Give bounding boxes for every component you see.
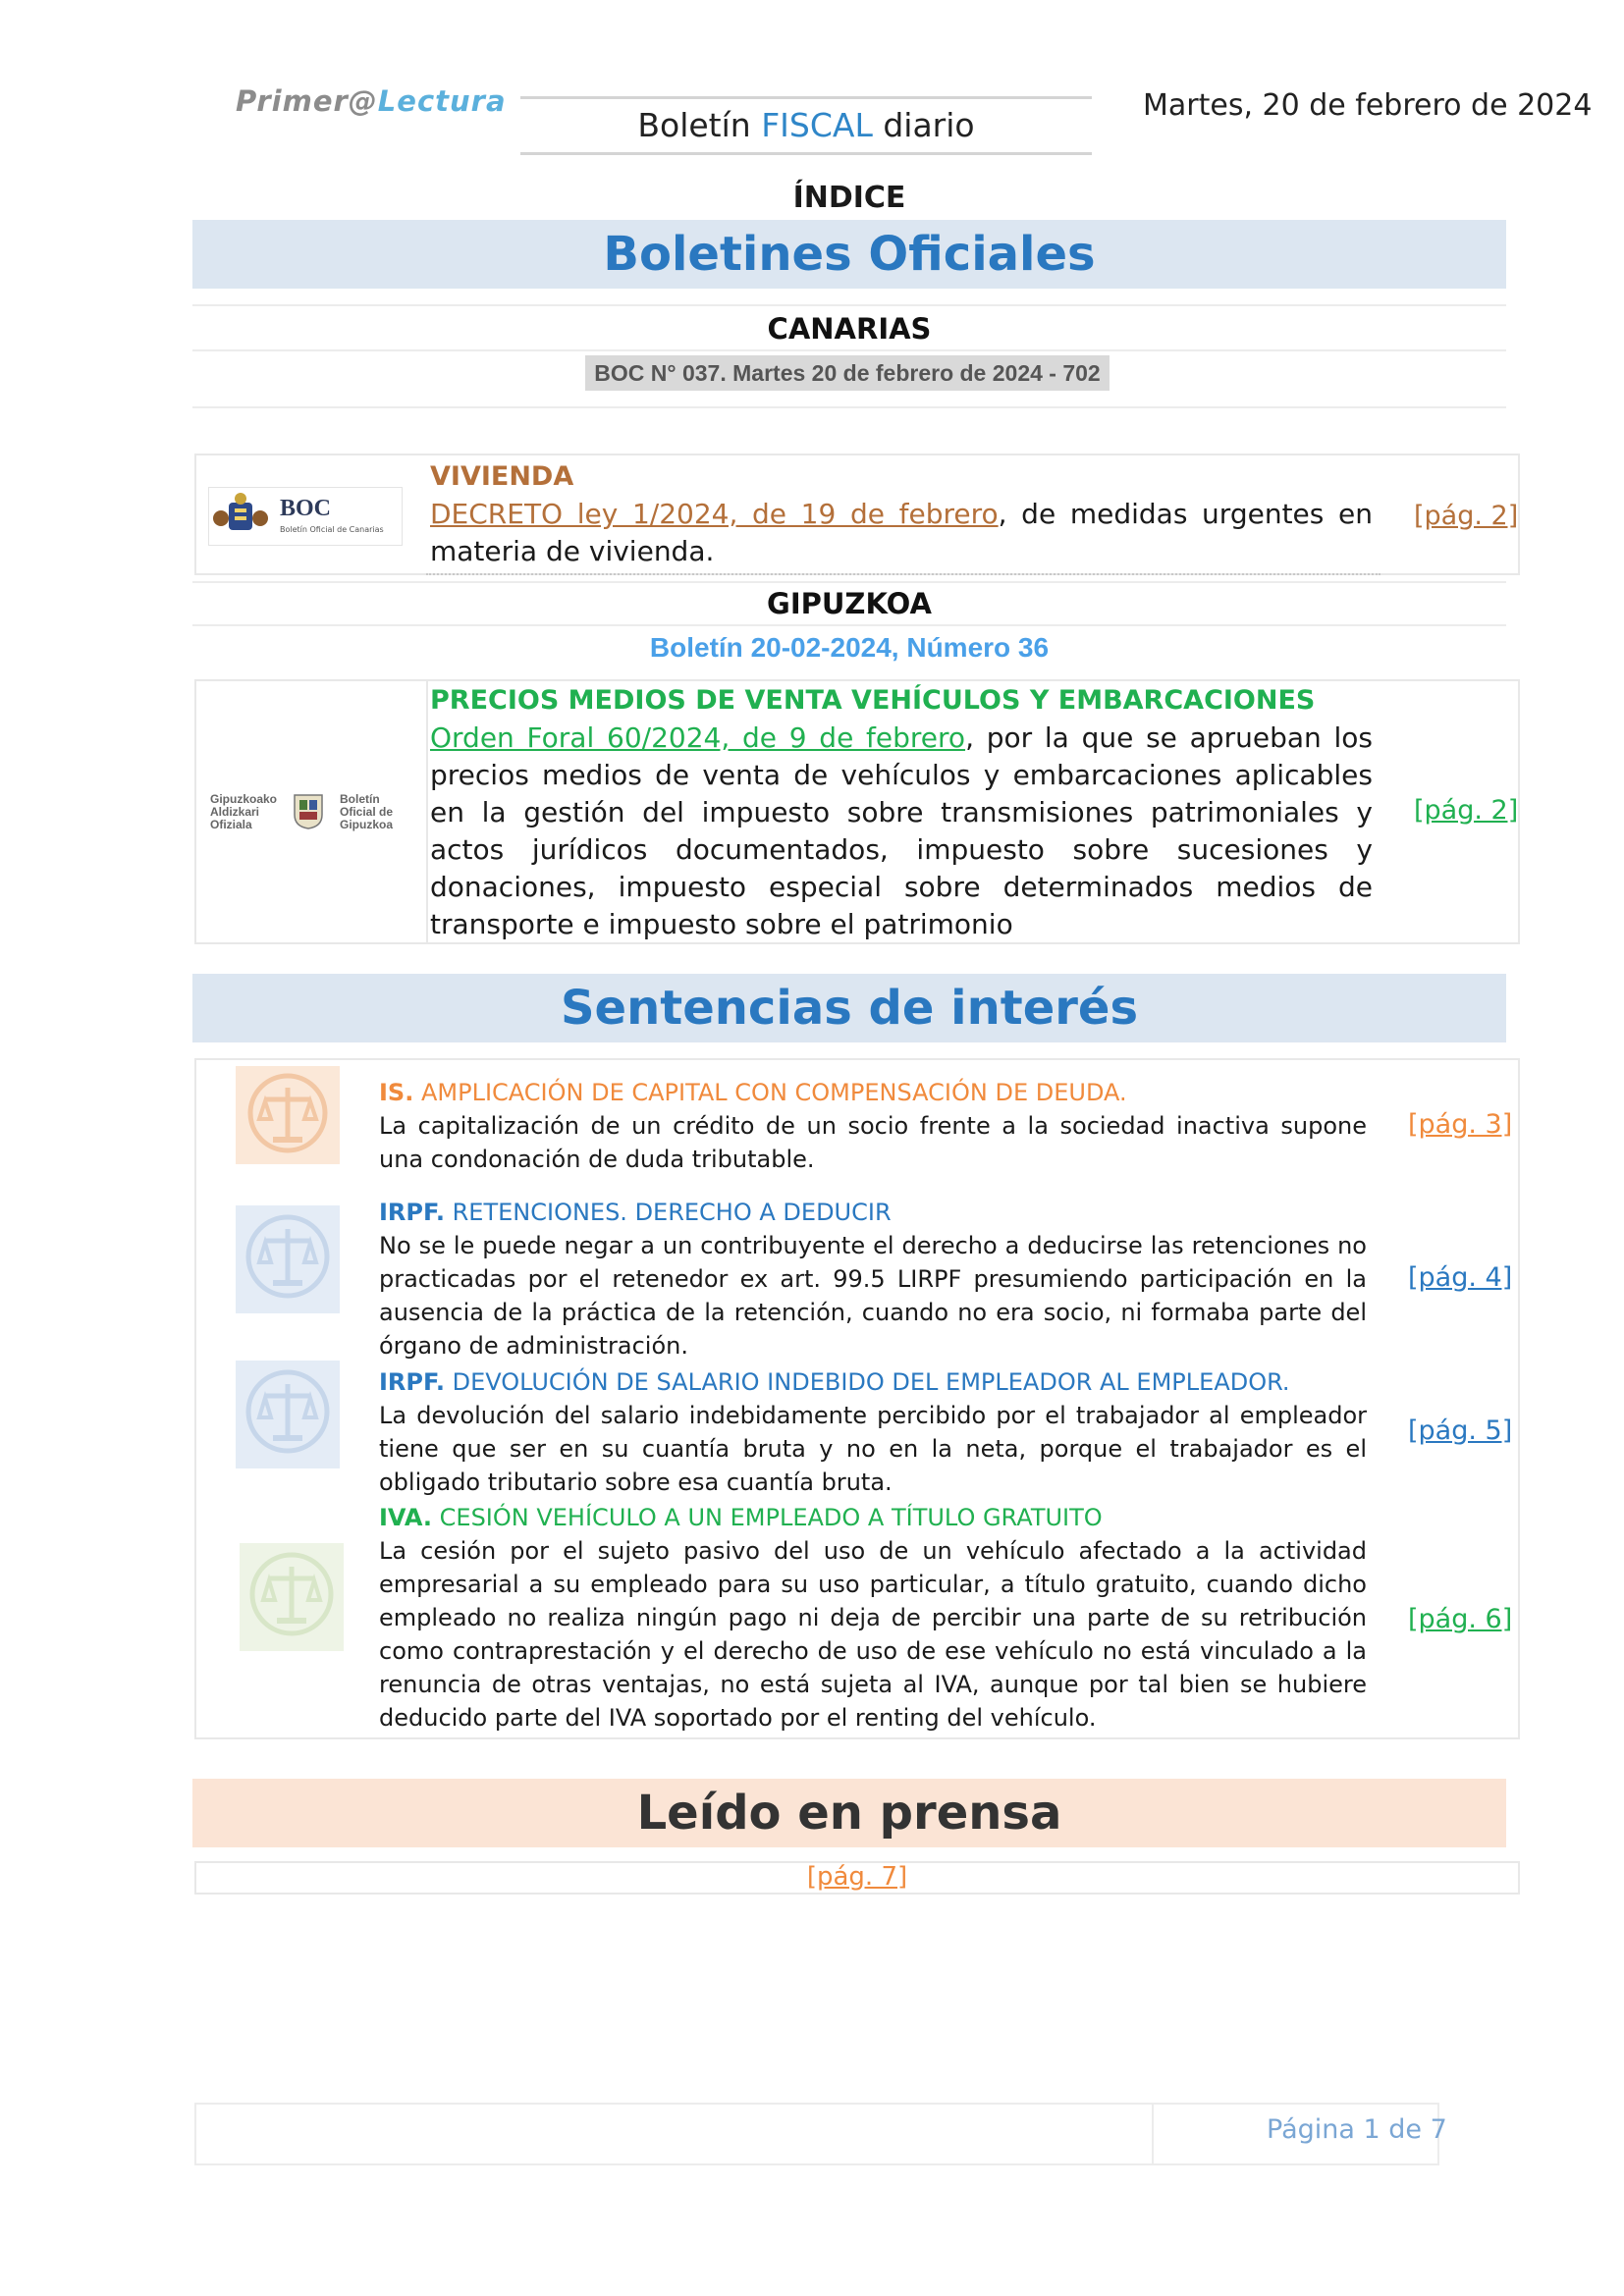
header-date: Martes, 20 de febrero de 2024 (1143, 88, 1593, 123)
sentencia-2-heading: RETENCIONES. DERECHO A DEDUCIR (444, 1199, 892, 1226)
section-banner-sentencias: Sentencias de interés (192, 974, 1506, 1042)
footer-page-number: Página 1 de 7 (1267, 2114, 1447, 2145)
brand-part1: Primer@ (236, 84, 378, 118)
region-canarias: CANARIAS (767, 312, 932, 346)
bulletin-fiscal: FISCAL (761, 106, 873, 144)
page-link-prensa[interactable]: [pág. 7] (806, 1862, 908, 1892)
entry-precios-text (430, 720, 1373, 943)
brand-logo (236, 84, 507, 118)
gipuzkoa-logo-cell (194, 679, 428, 944)
divider (192, 581, 1506, 583)
footer-box (194, 2103, 1439, 2165)
divider (192, 349, 1506, 351)
sentencia-1-heading: AMPLICACIÓN DE CAPITAL CON COMPENSACIÓN DE DEUDA. (413, 1079, 1127, 1106)
bulletin-title (520, 96, 1092, 155)
entry-vivienda-text (430, 496, 1373, 570)
page-link-sentencia-4[interactable]: [pág. 6] (1408, 1604, 1513, 1634)
divider (192, 406, 1506, 408)
sentencia-1-tax: IS. (379, 1079, 414, 1106)
orden-foral-link[interactable]: Orden Foral 60/2024, de 9 de febrero (430, 721, 966, 754)
scales-of-justice-icon (236, 1205, 340, 1313)
sentencia-1-title (379, 1079, 1127, 1106)
prensa-link-cell (194, 1862, 1520, 1892)
decreto-link[interactable]: DECRETO ley 1/2024, de 19 de febrero (430, 498, 999, 530)
section-banner-prensa: Leído en prensa (192, 1779, 1506, 1847)
section-banner-boletines: Boletines Oficiales (192, 220, 1506, 289)
divider (192, 304, 1506, 306)
page-link-sentencia-3[interactable]: [pág. 5] (1408, 1415, 1513, 1446)
sentencia-3-heading: DEVOLUCIÓN DE SALARIO INDEBIDO DEL EMPLEADOR AL EMPLEADOR. (444, 1368, 1290, 1396)
sentencia-2-tax: IRPF. (379, 1199, 445, 1226)
index-title: ÍNDICE (792, 181, 906, 215)
sentencia-4-text: La cesión por el sujeto pasivo del uso de un vehículo afectado a la actividad empresarial a su empleado para su uso particular, a título gratuito, cuando dicho empleado no realiza ningún pago ni deja de percibir una parte de su retribución como contraprestación y el derecho de uso de ese vehículo no está vinculado a la renuncia de otras ventajas, no está sujeta al IVA, aunque por tal bien se hubiere deducido parte del IVA soportado por el renting del vehículo. (379, 1537, 1367, 1732)
page-link-sentencia-1[interactable]: [pág. 3] (1408, 1109, 1513, 1140)
sentencia-3-text: La devolución del salario indebidamente percibido por el trabajador al empleador tiene que ser en su cuantía bruta y no en la neta, porque el trabajador es el obligado tributario sobre esa cuantía bruta. (379, 1402, 1367, 1496)
boc-logo-text: BOC (280, 496, 332, 521)
footer-divider (1152, 2103, 1154, 2165)
sentencia-4-heading: CESIÓN VEHÍCULO A UN EMPLEADO A TÍTULO GRATUITO (432, 1504, 1103, 1531)
divider (192, 624, 1506, 626)
sentencia-3-tax: IRPF. (379, 1368, 445, 1396)
sentencia-3-title (379, 1368, 1290, 1396)
sentencia-4-title (379, 1504, 1103, 1531)
gipuzkoa-logo-left: Gipuzkoako Aldizkari Ofiziala (210, 792, 278, 831)
bulletin-post: diario (872, 106, 975, 144)
entry-category-vivienda: VIVIENDA (430, 461, 574, 492)
sentencia-1-text: La capitalización de un crédito de un socio frente a la sociedad inactiva supone una condonación de duda tributable. (379, 1112, 1367, 1173)
scales-of-justice-icon (240, 1543, 344, 1651)
dotted-divider (426, 573, 1380, 575)
gipuzkoa-shield-icon (291, 791, 326, 830)
entry-category-precios: PRECIOS MEDIOS DE VENTA VEHÍCULOS Y EMBARCACIONES (430, 685, 1316, 716)
scales-of-justice-icon (236, 1066, 340, 1164)
page-link-sentencia-2[interactable]: [pág. 4] (1408, 1262, 1513, 1293)
region-gipuzkoa: GIPUZKOA (767, 587, 932, 620)
gipuzkoa-bulletin-subtitle: Boletín 20-02-2024, Número 36 (649, 632, 1050, 663)
brand-part2: Lectura (377, 84, 507, 118)
gipuzkoa-logo-right: Boletín Oficial de Gipuzkoa (340, 792, 394, 831)
entry-vivienda-desc: , de medidas urgentes en materia de vivienda. (430, 498, 1373, 567)
sentencia-4-tax: IVA. (379, 1504, 433, 1531)
entry-precios-desc: , por la que se aprueban los precios medios de venta de vehículos y embarcaciones aplicables en la gestión del impuesto sobre transmisiones patrimoniales y actos jurídicos documentados, impuesto sobre sucesiones y donaciones, impuesto especial sobre determinados medios de transporte e impuesto sobre el patrimonio (430, 721, 1373, 940)
page-link-precios[interactable]: [pág. 2] (1414, 795, 1519, 826)
boc-logo-subtext: Boletín Oficial de Canarias (280, 525, 384, 534)
boc-issue-label: BOC N° 037. Martes 20 de febrero de 2024 - 702 (585, 355, 1110, 391)
sentencia-2-text: No se le puede negar a un contribuyente el derecho a deducirse las retenciones no practicadas por el retenedor ex art. 99.5 LIRPF presumiendo participación en la ausencia de la práctica de la retención, cuando no era socio, ni formaba parte del órgano de administración. (379, 1232, 1367, 1360)
bulletin-pre: Boletín (637, 106, 762, 144)
page-link-vivienda[interactable]: [pág. 2] (1414, 501, 1519, 531)
sentencia-2-title (379, 1199, 892, 1226)
boc-logo (208, 487, 403, 546)
scales-of-justice-icon (236, 1361, 340, 1468)
canarias-coat-of-arms-icon (209, 489, 272, 544)
